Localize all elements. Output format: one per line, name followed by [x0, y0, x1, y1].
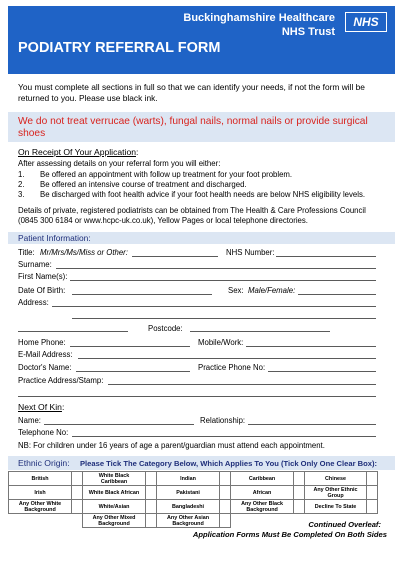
receipt-item-text: Be offered an appointment with follow up treatment for your foot problem. — [40, 170, 293, 179]
doctor-name-field[interactable] — [76, 371, 190, 372]
practice-phone-label: Practice Phone No: — [198, 363, 266, 372]
kin-phone-label: Telephone No: — [18, 428, 69, 437]
kin-colon: : — [61, 402, 65, 412]
ethnic-option-label: Chinese — [305, 472, 367, 486]
receipt-heading: On Receipt Of Your Application — [18, 147, 136, 157]
nhs-number-field[interactable] — [276, 256, 376, 257]
ethnic-option-label: Caribbean — [231, 472, 294, 486]
ethnic-tick-box[interactable] — [294, 472, 305, 486]
ethnic-option-label: White Black Caribbean — [82, 472, 145, 486]
address-field-1[interactable] — [52, 306, 376, 307]
doctor-name-label: Doctor's Name: — [18, 363, 72, 372]
ethnic-option-label: Any Other Ethnic Group — [305, 486, 367, 500]
address-field-2[interactable] — [72, 318, 376, 319]
ethnic-tick-box[interactable] — [146, 500, 157, 514]
sex-label: Sex: — [228, 286, 244, 295]
dob-field[interactable] — [72, 294, 212, 295]
ethnic-option-label: Pakistani — [156, 486, 219, 500]
address-label: Address: — [18, 298, 49, 307]
private-podiatrists-line1: Details of private, registered podiatrists can be obtained from The Health & Care Professions Council — [18, 206, 366, 215]
form-header — [8, 6, 395, 74]
email-field[interactable] — [78, 358, 376, 359]
ethnic-option-label: Bangladeshi — [156, 500, 219, 514]
ethnic-empty-cell — [294, 514, 305, 528]
nhs-number-label: NHS Number: — [226, 248, 275, 257]
practice-address-field-1[interactable] — [108, 384, 376, 385]
ethnic-origin-instruction: Please Tick The Category Below, Which Applies To You (Tick Only One Clear Box): — [79, 459, 378, 468]
table-row — [9, 500, 378, 514]
receipt-item-3 — [18, 190, 365, 200]
warning-text: We do not treat verrucae (warts), fungal nails, normal nails or provide surgical shoes — [18, 116, 368, 139]
receipt-heading-wrap — [18, 147, 138, 157]
private-podiatrists-line2: (0845 300 6184 or www.hcpc-uk.co.uk), Yellow Pages or local telephone directories. — [18, 216, 308, 225]
practice-address-label: Practice Address/Stamp: — [18, 376, 104, 385]
surname-label: Surname: — [18, 260, 52, 269]
ethnic-tick-box[interactable] — [146, 486, 157, 500]
home-phone-label: Home Phone: — [18, 338, 66, 347]
practice-phone-field[interactable] — [268, 371, 376, 372]
relationship-field[interactable] — [248, 424, 376, 425]
surname-field[interactable] — [56, 268, 376, 269]
patient-info-bar — [8, 232, 395, 244]
receipt-lead: After assessing details on your referral form you will either: — [18, 159, 221, 168]
mobile-field[interactable] — [246, 346, 376, 347]
sex-field[interactable] — [298, 294, 376, 295]
ethnic-tick-box[interactable] — [146, 514, 157, 528]
sex-options: Male/Female: — [248, 286, 296, 295]
ethnic-tick-box[interactable] — [367, 500, 378, 514]
ethnic-tick-box[interactable] — [72, 486, 83, 500]
ethnic-option-label: White/Asian — [82, 500, 145, 514]
table-row — [9, 472, 378, 486]
practice-address-field-2[interactable] — [18, 396, 376, 397]
ethnic-origin-bar — [8, 456, 395, 470]
address-field-3[interactable] — [18, 331, 128, 332]
ethnic-option-label: British — [9, 472, 72, 486]
ethnic-empty-cell — [9, 514, 72, 528]
both-sides-note: Application Forms Must Be Completed On Both Sides — [192, 530, 387, 539]
title-label: Title: — [18, 248, 35, 257]
receipt-item-text: Be discharged with foot health advice if your foot health needs are below NHS eligibility levels. — [40, 190, 366, 199]
ethnic-option-label: Any Other White Background — [9, 500, 72, 514]
ethnic-tick-box[interactable] — [220, 472, 231, 486]
continued-overleaf: Continued Overleaf: — [308, 520, 381, 529]
ethnic-option-label: White Black African — [82, 486, 145, 500]
home-phone-field[interactable] — [70, 346, 190, 347]
postcode-field[interactable] — [190, 331, 330, 332]
relationship-label: Relationship: — [200, 416, 246, 425]
first-names-field[interactable] — [70, 280, 376, 281]
kin-name-label: Name: — [18, 416, 41, 425]
title-field[interactable] — [132, 256, 218, 257]
ethnic-tick-box[interactable] — [367, 486, 378, 500]
children-note: NB: For children under 16 years of age a parent/guardian must attend each appointment. — [18, 441, 325, 450]
kin-name-field[interactable] — [44, 424, 194, 425]
receipt-item-num: 3. — [18, 190, 25, 199]
receipt-item-num: 1. — [18, 170, 25, 179]
title-options: Mr/Mrs/Ms/Miss or Other: — [40, 248, 128, 257]
ethnic-tick-box[interactable] — [72, 500, 83, 514]
ethnic-empty-cell — [231, 514, 294, 528]
receipt-section — [8, 145, 395, 228]
receipt-item-1 — [18, 170, 292, 180]
ethnic-option-label: Any Other Asian Background — [156, 514, 219, 528]
ethnic-option-label: Irish — [9, 486, 72, 500]
ethnic-tick-box[interactable] — [367, 472, 378, 486]
ethnic-option-label: Any Other Mixed Background — [82, 514, 145, 528]
kin-heading-wrap — [18, 402, 64, 412]
ethnic-tick-box[interactable] — [220, 514, 231, 528]
email-label: E-Mail Address: — [18, 350, 73, 359]
receipt-item-num: 2. — [18, 180, 25, 189]
ethnic-tick-box[interactable] — [294, 500, 305, 514]
intro-text: You must complete all sections in full so that we can identify your needs, if not the form will be returned to you. Please use black ink. — [18, 82, 365, 103]
dob-label: Date Of Birth: — [18, 286, 66, 295]
kin-phone-field[interactable] — [72, 436, 376, 437]
ethnic-tick-box[interactable] — [220, 500, 231, 514]
org-name-line2: NHS Trust — [281, 26, 335, 38]
receipt-item-text: Be offered an intensive course of treatment and discharged. — [40, 180, 247, 189]
ethnic-empty-cell — [72, 514, 83, 528]
ethnic-origin-label: Ethnic Origin: — [18, 458, 70, 468]
postcode-label: Postcode: — [148, 324, 183, 333]
mobile-label: Mobile/Work: — [198, 338, 244, 347]
org-name-line1: Buckinghamshire Healthcare — [183, 12, 335, 24]
receipt-colon: : — [136, 147, 139, 157]
ethnic-option-label: African — [231, 486, 294, 500]
ethnic-origin-heading — [18, 458, 377, 468]
ethnic-option-label: Decline To State — [305, 500, 367, 514]
form-title: PODIATRY REFERRAL FORM — [18, 40, 221, 56]
ethnic-tick-box[interactable] — [72, 472, 83, 486]
nhs-logo: NHS — [345, 12, 387, 32]
receipt-item-2 — [18, 180, 247, 190]
patient-info-heading: Patient Information: — [18, 233, 91, 243]
kin-heading: Next Of Kin — [18, 402, 62, 412]
ethnic-option-label: Indian — [156, 472, 219, 486]
ethnic-option-label: Any Other Black Background — [231, 500, 294, 514]
warning-box — [8, 112, 395, 142]
ethnic-tick-box[interactable] — [294, 486, 305, 500]
ethnic-tick-box[interactable] — [146, 472, 157, 486]
table-row — [9, 486, 378, 500]
ethnic-tick-box[interactable] — [220, 486, 231, 500]
first-names-label: First Name(s): — [18, 272, 68, 281]
